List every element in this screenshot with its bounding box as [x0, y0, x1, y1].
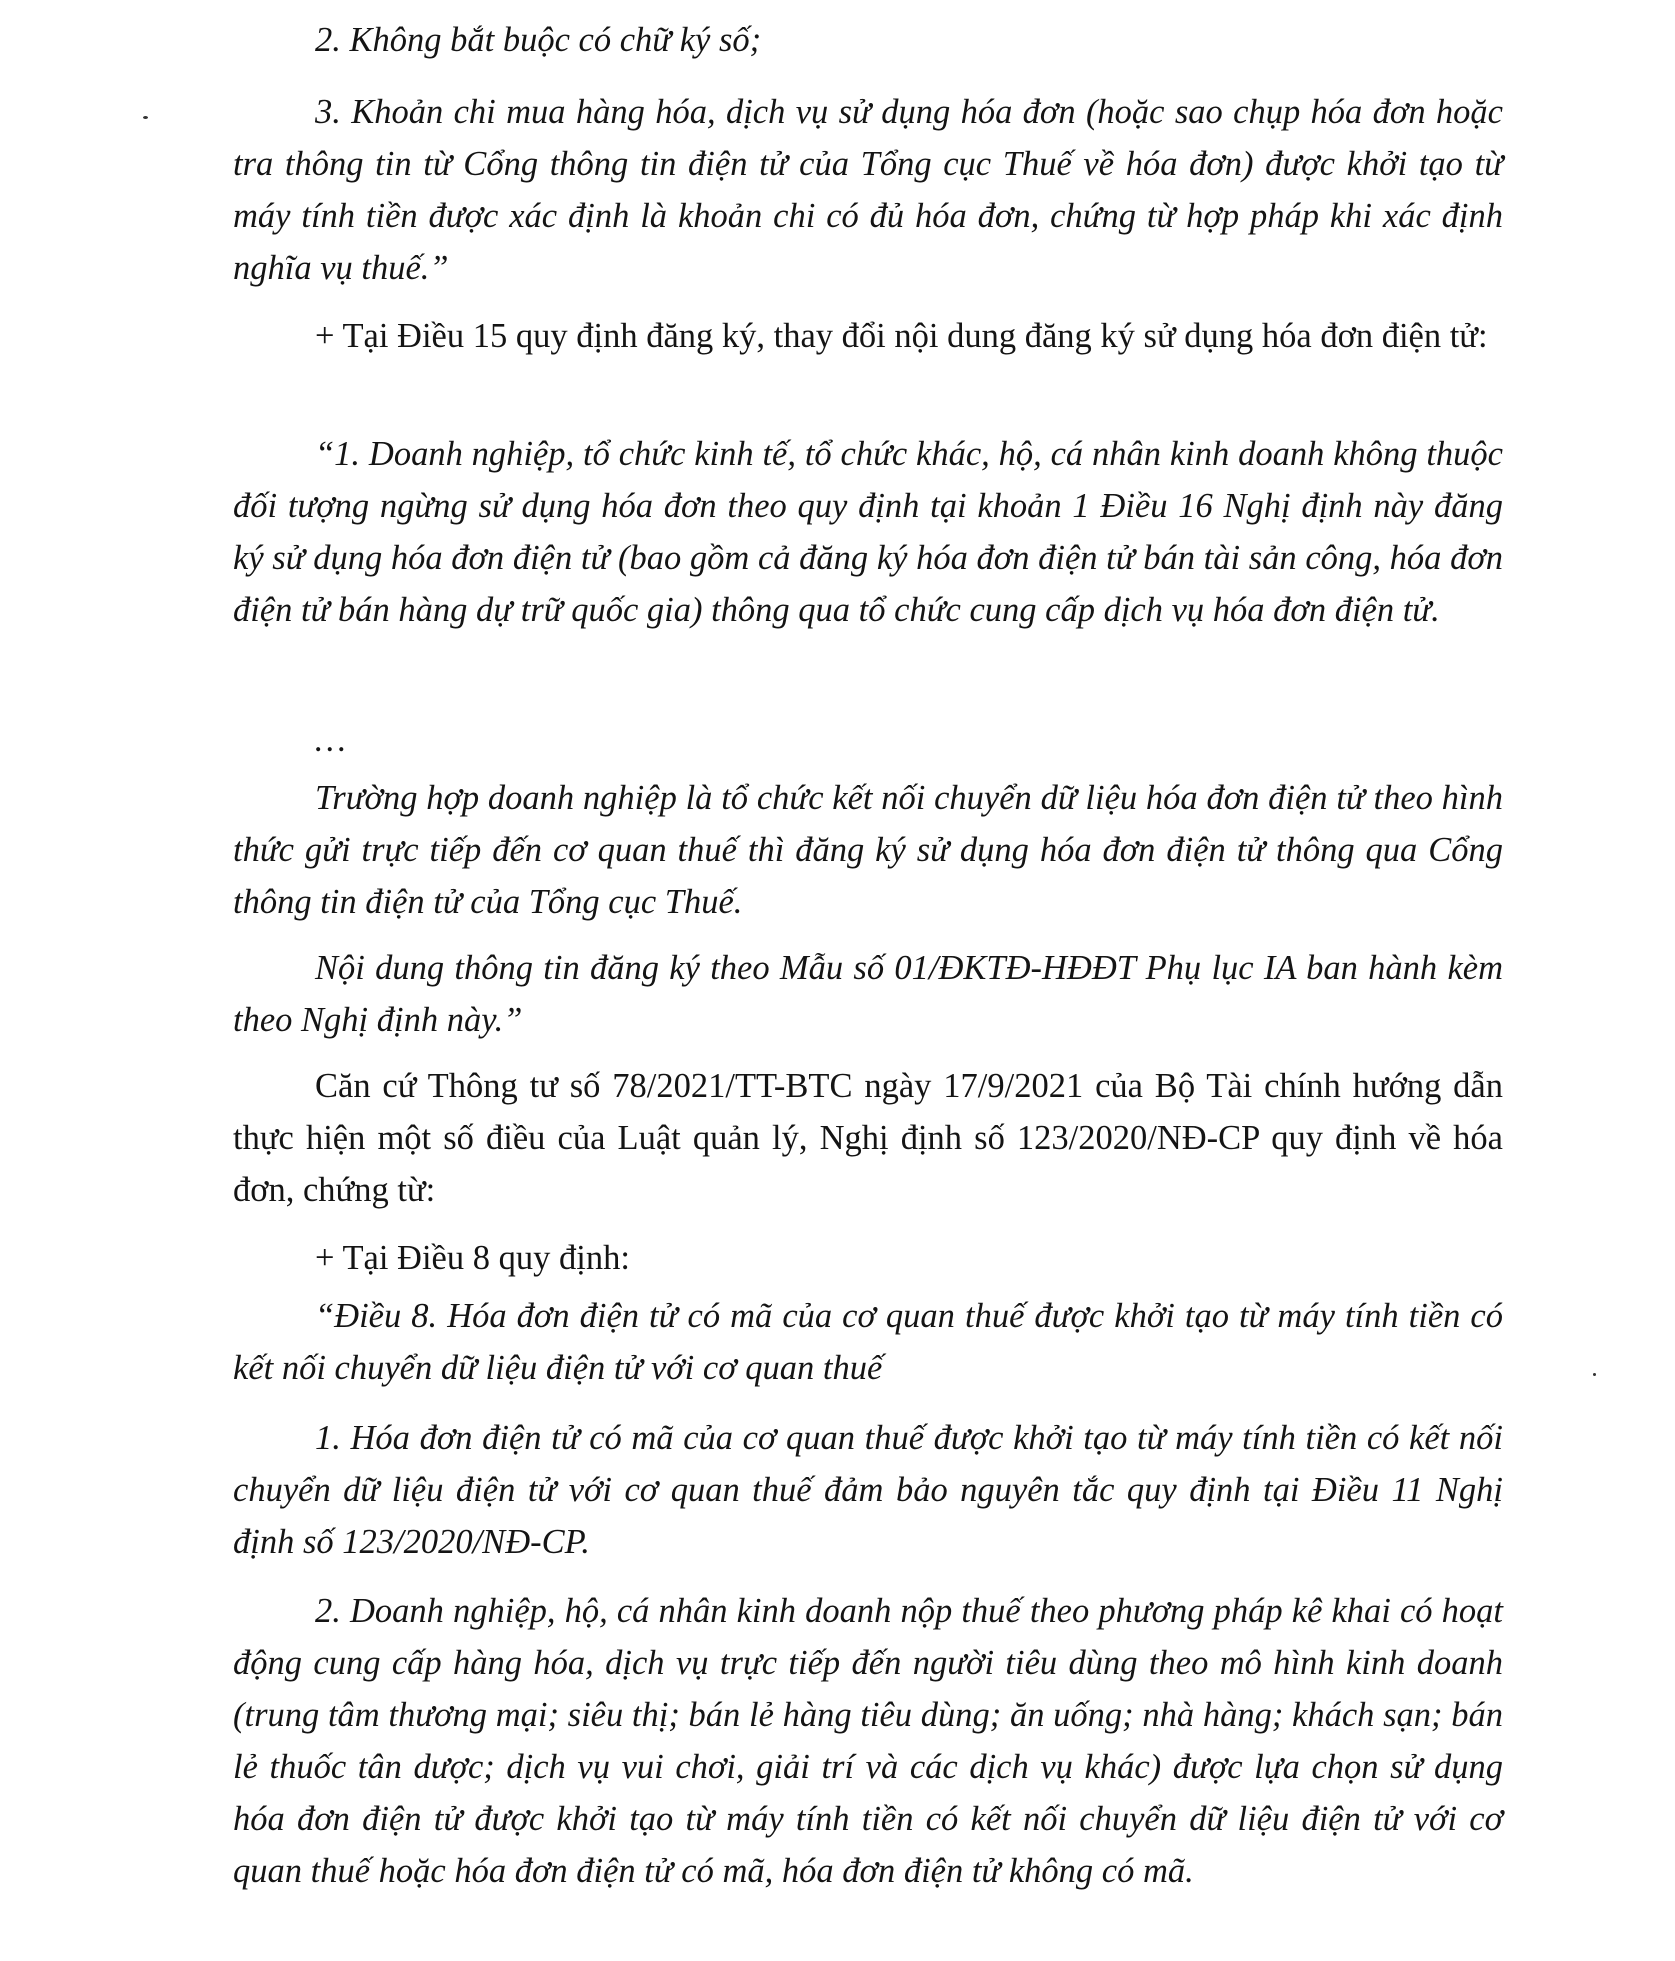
- paragraph-clause-2: 2. Không bắt buộc có chữ ký số;: [315, 21, 762, 59]
- paragraph-article-8-intro: + Tại Điều 8 quy định:: [315, 1239, 630, 1277]
- paragraph-direct-connection: Trường hợp doanh nghiệp là tổ chức kết nối chuyển dữ liệu hóa đơn điện tử theo hình thức gửi trực tiếp đến cơ quan thuế thì đăng ký sử dụng hóa đơn điện tử thông qua Cổng thông tin điện tử của Tổng cục Thuế.: [233, 779, 1503, 921]
- paragraph-article-8-clause-1: 1. Hóa đơn điện tử có mã của cơ quan thuế được khởi tạo từ máy tính tiền có kết nối chuyển dữ liệu điện tử với cơ quan thuế đảm bảo nguyên tắc quy định tại Điều 11 Nghị định số 123/2020/NĐ-CP.: [233, 1419, 1503, 1561]
- paragraph-article-15-intro: + Tại Điều 15 quy định đăng ký, thay đổi nội dung đăng ký sử dụng hóa đơn điện tử:: [315, 317, 1488, 355]
- scan-speck: [143, 116, 148, 119]
- paragraph-clause-3: 3. Khoản chi mua hàng hóa, dịch vụ sử dụng hóa đơn (hoặc sao chụp hóa đơn hoặc tra thông tin từ Cổng thông tin điện tử của Tổng cục Thuế về hóa đơn) được khởi tạo từ máy tính tiền được xác định là khoản chi có đủ hóa đơn, chứng từ hợp pháp khi xác định nghĩa vụ thuế.”: [233, 93, 1503, 287]
- paragraph-article-8-title: “Điều 8. Hóa đơn điện tử có mã của cơ quan thuế được khởi tạo từ máy tính tiền có kết nối chuyển dữ liệu điện tử với cơ quan thuế: [233, 1297, 1503, 1387]
- paragraph-ellipsis: …: [315, 721, 346, 759]
- paragraph-registration-form: Nội dung thông tin đăng ký theo Mẫu số 01/ĐKTĐ-HĐĐT Phụ lục IA ban hành kèm theo Nghị định này.”: [233, 949, 1503, 1039]
- paragraph-circular-78: Căn cứ Thông tư số 78/2021/TT-BTC ngày 17/9/2021 của Bộ Tài chính hướng dẫn thực hiện một số điều của Luật quản lý, Nghị định số 123/2020/NĐ-CP quy định về hóa đơn, chứng từ:: [233, 1067, 1503, 1209]
- paragraph-article-15-clause-1: “1. Doanh nghiệp, tổ chức kinh tế, tổ chức khác, hộ, cá nhân kinh doanh không thuộc đối tượng ngừng sử dụng hóa đơn theo quy định tại khoản 1 Điều 16 Nghị định này đăng ký sử dụng hóa đơn điện tử (bao gồm cả đăng ký hóa đơn điện tử bán tài sản công, hóa đơn điện tử bán hàng dự trữ quốc gia) thông qua tổ chức cung cấp dịch vụ hóa đơn điện tử.: [233, 435, 1503, 629]
- scan-speck: [1593, 1373, 1596, 1376]
- paragraph-article-8-clause-2: 2. Doanh nghiệp, hộ, cá nhân kinh doanh nộp thuế theo phương pháp kê khai có hoạt động cung cấp hàng hóa, dịch vụ trực tiếp đến người tiêu dùng theo mô hình kinh doanh (trung tâm thương mại; siêu thị; bán lẻ hàng tiêu dùng; ăn uống; nhà hàng; khách sạn; bán lẻ thuốc tân dược; dịch vụ vui chơi, giải trí và các dịch vụ khác) được lựa chọn sử dụng hóa đơn điện tử được khởi tạo từ máy tính tiền có kết nối chuyển dữ liệu điện tử với cơ quan thuế hoặc hóa đơn điện tử có mã, hóa đơn điện tử không có mã.: [233, 1592, 1503, 1890]
